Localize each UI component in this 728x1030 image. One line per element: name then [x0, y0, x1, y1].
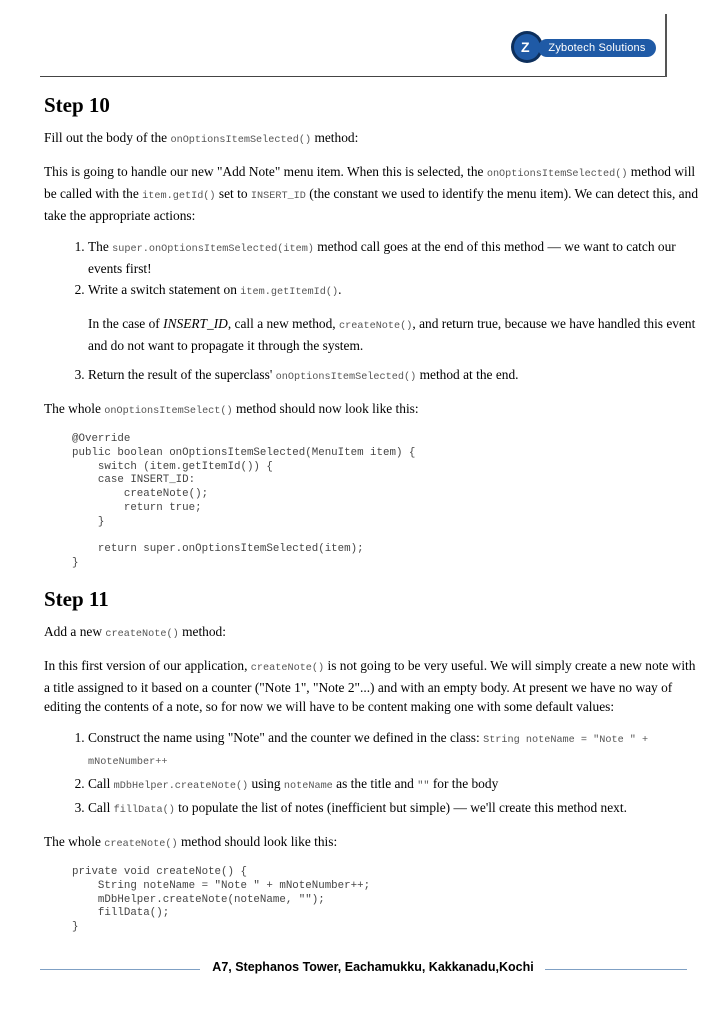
- company-logo: [510, 30, 660, 66]
- logo-letter: Z: [521, 39, 530, 55]
- page-footer: [0, 958, 728, 982]
- step-11-description: In this first version of our application, createNote() is not going to be very useful. We will simply create a new note with a title assigned to it based on a counter ("Note 1", "Note 2"...) and with an empty body. At present we have no way of editing the contents of a note, so for now we will have to be content making one with some default values:: [44, 657, 696, 714]
- list-item: 1. Construct the name using "Note" and the counter we defined in the class: String noteName = "Note " + mNoteNumber++: [88, 728, 704, 772]
- step-11-whole-method: The whole createNote() method should look like this:: [44, 833, 338, 850]
- page-header: [0, 0, 728, 80]
- step-10-heading: Step 10: [44, 93, 110, 117]
- document-body: [44, 93, 704, 951]
- step-10-section: [44, 93, 704, 571]
- footer-address: A7, Stephanos Tower, Eachamukku, Kakkanadu,Kochi: [212, 960, 534, 974]
- footer-rule-right: [545, 969, 687, 970]
- step-11-intro: Add a new createNote() method:: [44, 623, 226, 640]
- step-10-code-block: @Override public boolean onOptionsItemSelected(MenuItem item) { switch (item.getItemId()) { case INSERT_ID: createNote(); return true; } return super.onOptionsItemSelected(item); }: [72, 433, 416, 570]
- footer-rule-left: [40, 969, 200, 970]
- list-item: 2. Write a switch statement on item.getItemId(). In the case of INSERT_ID, call a new method, createNote(), and return true, because we have handled this event and do not want to propagate it through the system.: [88, 280, 704, 355]
- logo-text: Zybotech Solutions: [538, 39, 656, 57]
- step-11-list: [44, 728, 704, 820]
- step-10-list: [44, 237, 704, 387]
- step-10-intro: Fill out the body of the onOptionsItemSelected() method:: [44, 130, 359, 146]
- list-item: 3. Return the result of the superclass' onOptionsItemSelected() method at the end.: [88, 365, 704, 387]
- header-rule: [40, 76, 665, 77]
- list-item: 2. Call mDbHelper.createNote() using noteName as the title and "" for the body: [88, 774, 704, 796]
- step-10-whole-method: The whole onOptionsItemSelect() method should now look like this:: [44, 401, 419, 417]
- step-10-description: This is going to handle our new "Add Note" menu item. When this is selected, the onOptionsItemSelected() method will be called with the item.getId() set to INSERT_ID (the constant we used to identify the menu item). We can detect this, and take the appropriate actions:: [44, 164, 699, 223]
- list-item: 3. Call fillData() to populate the list of notes (inefficient but simple) — we'll create this method next.: [88, 798, 704, 820]
- step-11-section: [44, 587, 704, 935]
- step-11-code-block: private void createNote() { String noteName = "Note " + mNoteNumber++; mDbHelper.createNote(noteName, ""); fillData(); }: [72, 865, 371, 934]
- list-item: 1. The super.onOptionsItemSelected(item) method call goes at the end of this method — we want to catch our events first!: [88, 237, 704, 278]
- list-subparagraph: In the case of INSERT_ID, call a new method, createNote(), and return true, because we have handled this event and do not want to propagate it through the system.: [88, 316, 696, 353]
- step-11-heading: Step 11: [44, 586, 109, 611]
- header-vertical-rule: [665, 14, 667, 77]
